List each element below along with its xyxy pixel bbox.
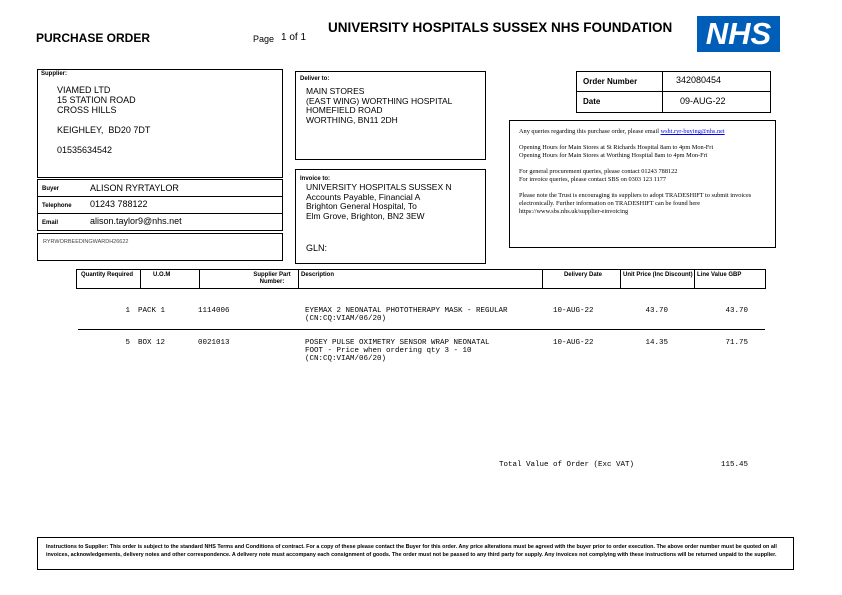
header-uom: U.O.M bbox=[153, 272, 171, 278]
procurement-contact: For general procurement queries, please contact 01243 788122 bbox=[519, 168, 678, 175]
date-label: Date bbox=[583, 97, 601, 106]
telephone-label: Telephone bbox=[42, 203, 72, 209]
queries-text: Any queries regarding this purchase order, please email wsht.ryr-buying@nhs.net bbox=[519, 128, 725, 135]
page-label: Page bbox=[253, 34, 275, 44]
header-part-number: Supplier Part Number: bbox=[253, 272, 291, 285]
row-part: 0021013 bbox=[198, 339, 230, 347]
invoice-address: UNIVERSITY HOSPITALS SUSSEX N Accounts Payable, Financial A Brighton General Hospital, To Elm Grove, Brighton, BN2 3EW bbox=[306, 182, 452, 221]
telephone-value: 01243 788122 bbox=[90, 199, 148, 209]
buyer-box bbox=[37, 179, 283, 231]
supplier-instructions bbox=[37, 537, 794, 570]
row-value: 71.75 bbox=[725, 339, 748, 347]
row-value: 43.70 bbox=[725, 307, 748, 315]
organisation-name: UNIVERSITY HOSPITALS SUSSEX NHS FOUNDATION bbox=[328, 20, 673, 35]
header-delivery-date: Delivery Date bbox=[563, 272, 602, 278]
buyer-label: Buyer bbox=[42, 186, 60, 192]
row-qty: 5 bbox=[125, 339, 130, 347]
reference-box bbox=[37, 233, 283, 261]
header-description: Description bbox=[301, 272, 335, 278]
row-uom: PACK 1 bbox=[138, 307, 166, 315]
email-value: alison.taylor9@nhs.net bbox=[90, 216, 182, 226]
row-divider bbox=[78, 329, 765, 330]
order-box bbox=[576, 71, 771, 113]
info-box bbox=[509, 120, 776, 248]
row-date: 10-AUG-22 bbox=[553, 307, 594, 315]
gln-label: GLN: bbox=[306, 243, 328, 253]
order-number-label: Order Number bbox=[583, 77, 638, 86]
table-header bbox=[76, 269, 766, 289]
row-price: 14.35 bbox=[645, 339, 668, 347]
supplier-box bbox=[37, 69, 283, 178]
total-label: Total Value of Order (Exc VAT) bbox=[499, 461, 635, 469]
order-date: 09-AUG-22 bbox=[680, 96, 726, 106]
order-number: 342080454 bbox=[676, 75, 722, 85]
page-number: 1 of 1 bbox=[281, 32, 307, 43]
reference: RYRWORBEEDINGWARDH26622 bbox=[43, 239, 129, 245]
tradeshift-note: Please note the Trust is encouraging its suppliers to adopt TRADESHIFT to submit invoices electronically. Further information on TRADESHIFT can be found here https://www.sbs.nhs.uk/supplier-einvoicing bbox=[519, 192, 752, 215]
row-price: 43.70 bbox=[645, 307, 668, 315]
header-unit-price: Unit Price (Inc Discount) bbox=[623, 272, 693, 278]
row-uom: BOX 12 bbox=[138, 339, 166, 347]
row-qty: 1 bbox=[125, 307, 130, 315]
email-label: Email bbox=[42, 220, 59, 226]
row-desc: POSEY PULSE OXIMETRY SENSOR WRAP NEONATAL FOOT - Price when ordering qty 3 - 10 (CN:CQ:VIAM/06/20) bbox=[305, 339, 490, 363]
opening-hours-2: Opening Hours for Main Stores at Worthing Hospital 8am to 4pm Mon-Fri bbox=[519, 152, 708, 159]
supplier-address: VIAMED LTD 15 STATION ROAD CROSS HILLS KEIGHLEY, BD20 7DT 01535634542 bbox=[57, 85, 151, 155]
supplier-label: Supplier: bbox=[41, 71, 68, 77]
header-line-value: Line Value GBP bbox=[697, 272, 742, 278]
total-value: 115.45 bbox=[720, 461, 748, 469]
deliver-address: MAIN STORES (EAST WING) WORTHING HOSPITAL HOMEFIELD ROAD WORTHING, BN11 2DH bbox=[306, 86, 453, 125]
row-desc: EYEMAX 2 NEONATAL PHOTOTHERAPY MASK - REGULAR (CN:CQ:VIAM/06/20) bbox=[305, 307, 508, 323]
header-quantity: Quantity Required bbox=[80, 272, 133, 278]
queries-email-link[interactable]: wsht.ryr-buying@nhs.net bbox=[660, 128, 725, 135]
nhs-logo: NHS bbox=[697, 16, 780, 52]
deliver-box bbox=[295, 71, 486, 160]
row-part: 1114006 bbox=[198, 307, 230, 315]
invoice-box bbox=[295, 169, 486, 264]
buyer-name: ALISON RYRTAYLOR bbox=[90, 183, 179, 193]
instructions-text: Instructions to Supplier: This order is subject to the standard NHS Terms and Conditions of contract. For a copy of these please contact the Buyer for this order. Any price alterations must be agreed with the buyer prior to order execution. The above order number must be quoted on all invoices, acknowledgements, delivery notes and other correspondence. A delivery note must accompany each consignment of goods. The order must not be passed to any third party for supply. Any invoices not complying with these instructions will be returned unpaid to the supplier. bbox=[46, 544, 777, 558]
invoice-label: Invoice to: bbox=[300, 176, 331, 182]
deliver-label: Deliver to: bbox=[300, 76, 330, 82]
invoice-contact: For invoice queries, please contact SBS on 0303 123 1177 bbox=[519, 176, 667, 183]
opening-hours-1: Opening Hours for Main Stores at St Richards Hospital 8am to 4pm Mon-Fri bbox=[519, 144, 714, 151]
row-date: 10-AUG-22 bbox=[553, 339, 594, 347]
document-type: PURCHASE ORDER bbox=[36, 31, 151, 45]
